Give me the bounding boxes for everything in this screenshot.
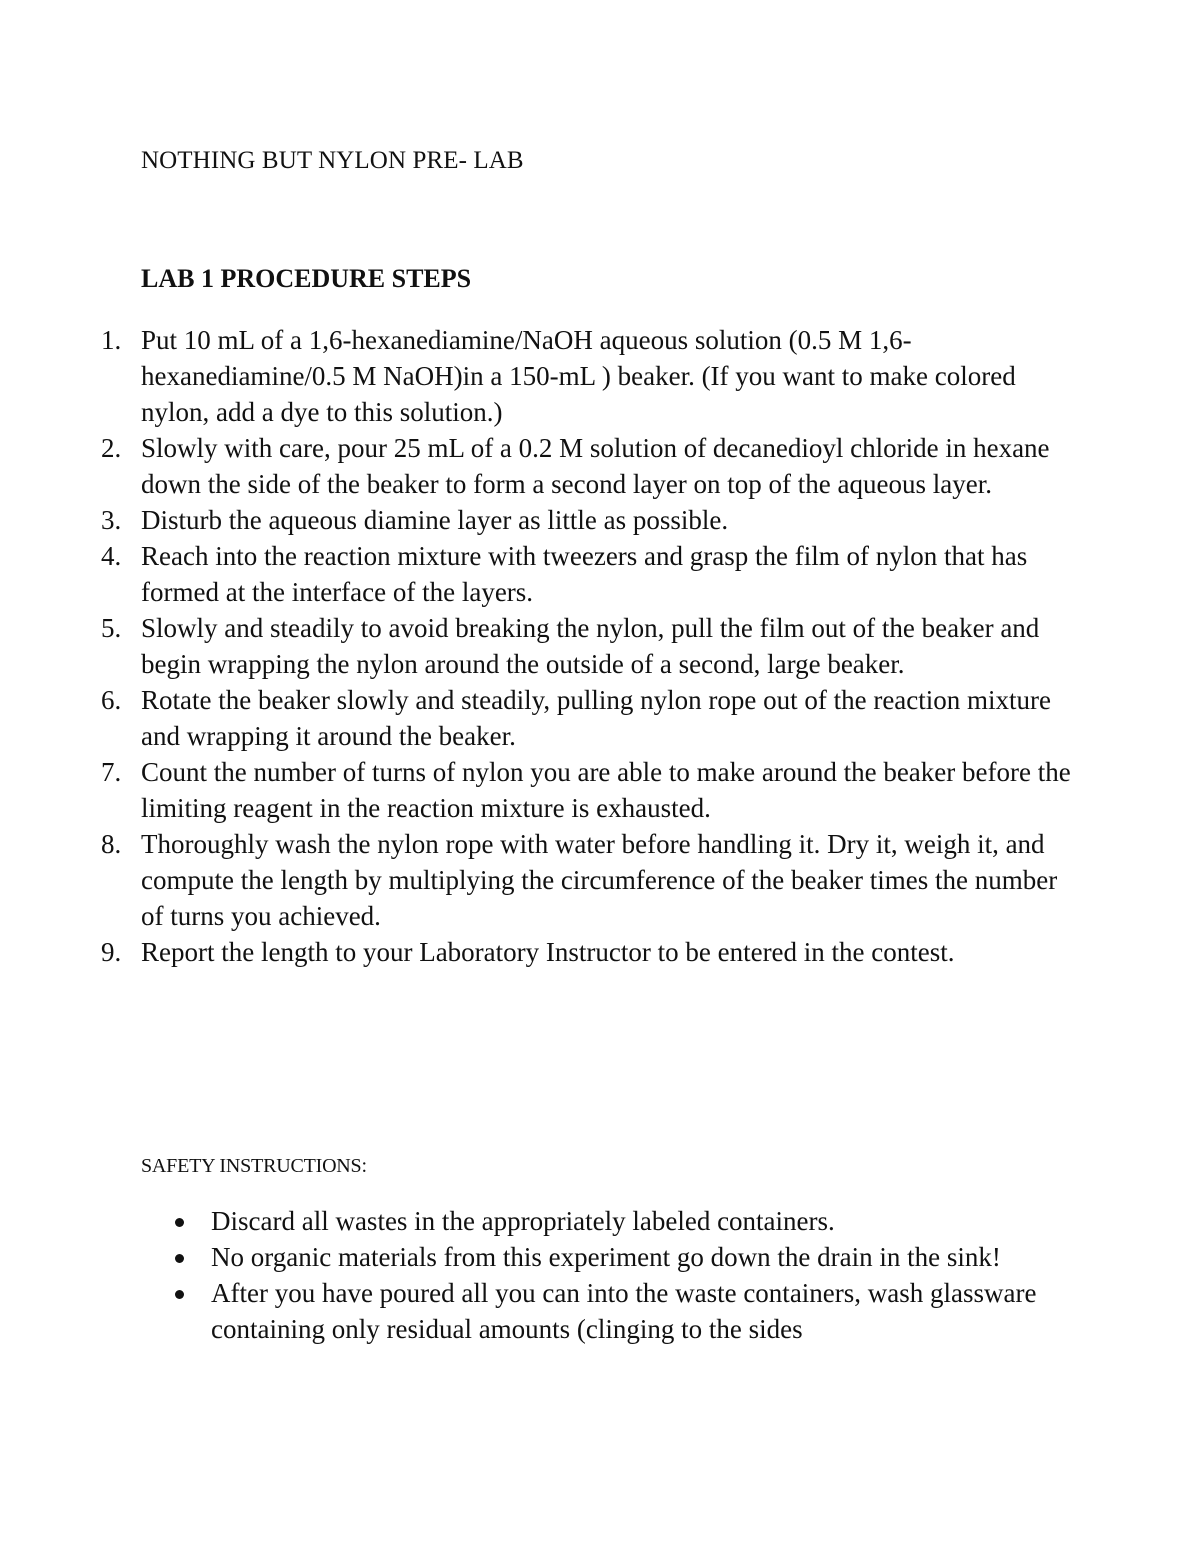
bullet-icon [175, 1218, 184, 1227]
safety-item-text: No organic materials from this experiment go down the drain in the sink! [211, 1242, 1001, 1272]
bullet-icon [175, 1290, 184, 1299]
step-text: Rotate the beaker slowly and steadily, pulling nylon rope out of the reaction mixture and wrapping it around the beaker. [141, 685, 1052, 751]
safety-item-text: Discard all wastes in the appropriately labeled containers. [211, 1206, 835, 1236]
procedure-heading: LAB 1 PROCEDURE STEPS [141, 264, 472, 293]
procedure-step [101, 610, 1081, 682]
step-text: Slowly with care, pour 25 mL of a 0.2 M solution of decanedioyl chloride in hexane down the side of the beaker to form a second layer on top of the aqueous layer. [141, 433, 1050, 499]
safety-item [170, 1203, 1090, 1239]
step-text: Put 10 mL of a 1,6-hexanediamine/NaOH aqueous solution (0.5 M 1,6-hexanediamine/0.5 M NaOH)in a 150-mL ) beaker. (If you want to make colored nylon, add a dye to this solution.) [141, 325, 1016, 427]
procedure-step [101, 826, 1081, 934]
safety-heading: SAFETY INSTRUCTIONS: [141, 1155, 367, 1177]
procedure-steps-list [101, 322, 1081, 970]
step-text: Disturb the aqueous diamine layer as little as possible. [141, 505, 729, 535]
step-number: 7. [101, 757, 122, 787]
bullet-icon [175, 1254, 184, 1263]
step-number: 3. [101, 505, 122, 535]
step-number: 1. [101, 325, 122, 355]
step-number: 9. [101, 937, 122, 967]
safety-item [170, 1239, 1090, 1275]
procedure-step [101, 502, 1081, 538]
step-text: Count the number of turns of nylon you are able to make around the beaker before the limiting reagent in the reaction mixture is exhausted. [141, 757, 1071, 823]
safety-instructions-list [170, 1203, 1090, 1347]
step-text: Reach into the reaction mixture with tweezers and grasp the film of nylon that has formed at the interface of the layers. [141, 541, 1028, 607]
document-title: NOTHING BUT NYLON PRE- LAB [141, 147, 524, 174]
procedure-step [101, 682, 1081, 754]
procedure-step [101, 538, 1081, 610]
step-number: 8. [101, 829, 122, 859]
step-text: Thoroughly wash the nylon rope with water before handling it. Dry it, weigh it, and compute the length by multiplying the circumference of the beaker times the number of turns you achieved. [141, 829, 1058, 931]
step-number: 5. [101, 613, 122, 643]
procedure-step [101, 322, 1081, 430]
safety-item-text: After you have poured all you can into the waste containers, wash glassware containing only residual amounts (clinging to the sides [211, 1278, 1037, 1344]
step-number: 2. [101, 433, 122, 463]
step-text: Slowly and steadily to avoid breaking the nylon, pull the film out of the beaker and begin wrapping the nylon around the outside of a second, large beaker. [141, 613, 1040, 679]
step-number: 4. [101, 541, 122, 571]
procedure-step [101, 430, 1081, 502]
safety-item [170, 1275, 1090, 1347]
step-number: 6. [101, 685, 122, 715]
procedure-step [101, 754, 1081, 826]
procedure-step [101, 934, 1081, 970]
step-text: Report the length to your Laboratory Instructor to be entered in the contest. [141, 937, 955, 967]
